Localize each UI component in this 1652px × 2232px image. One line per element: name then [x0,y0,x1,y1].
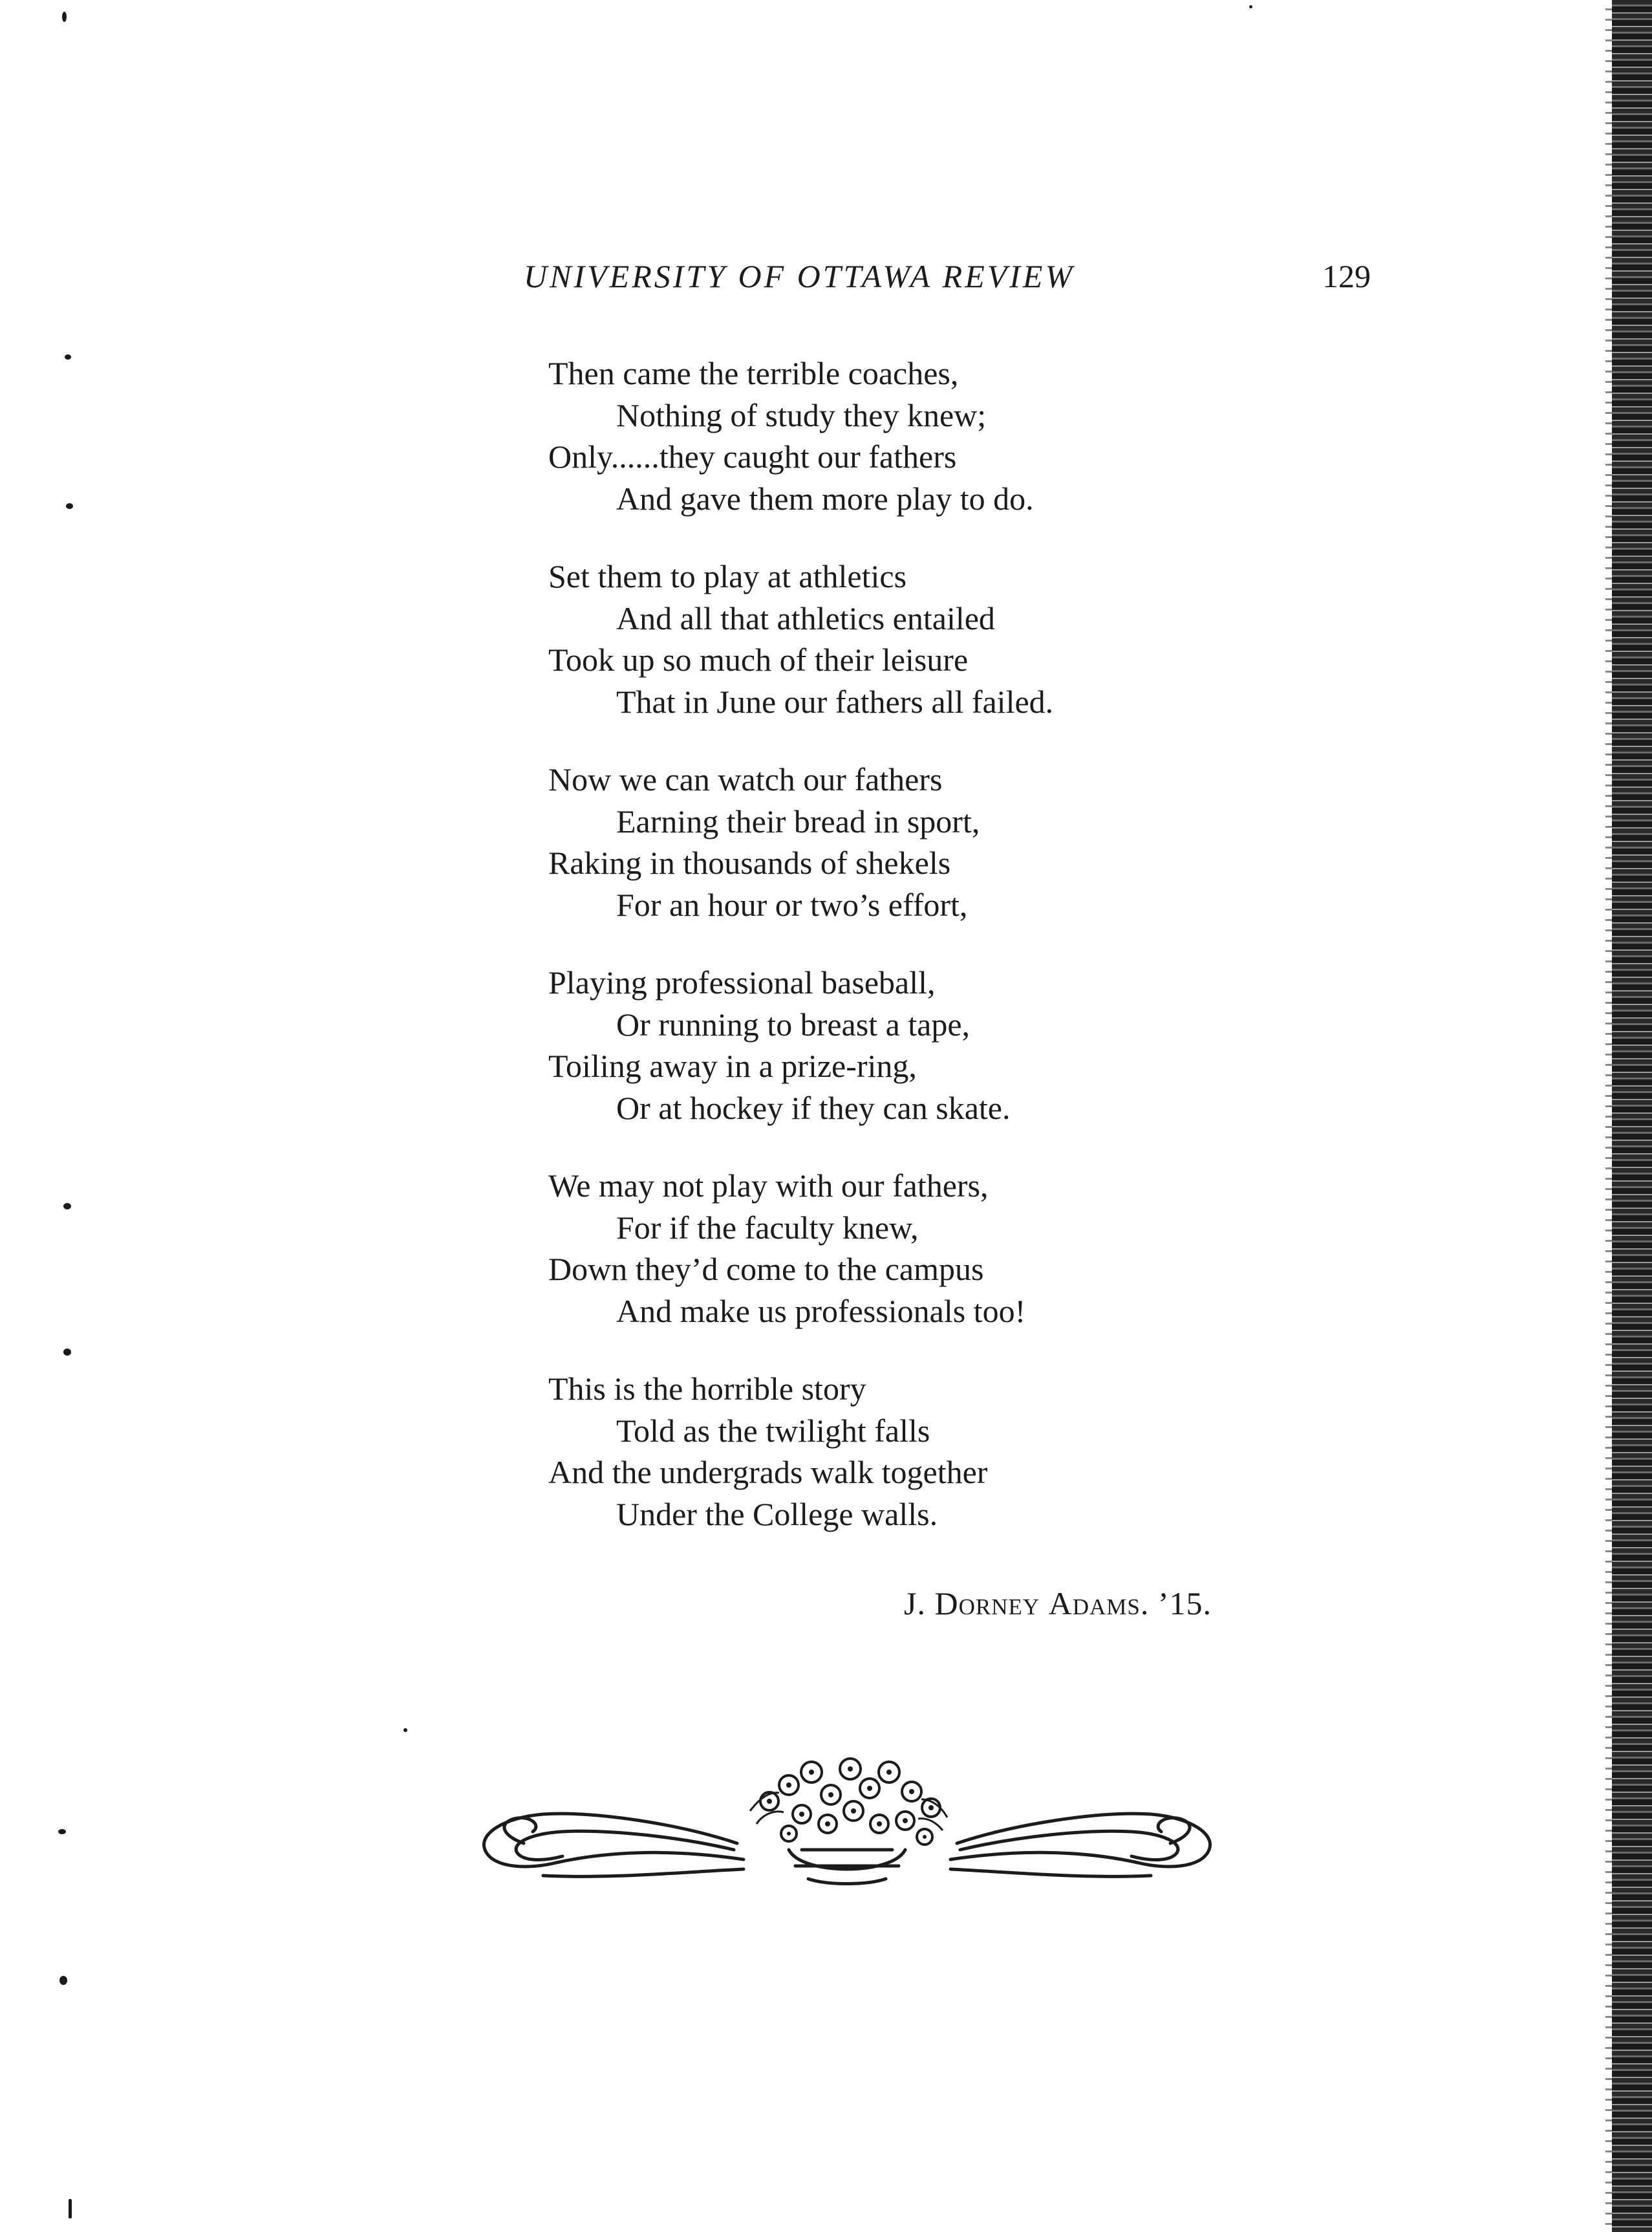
stanza [548,352,1389,519]
poem-line: Raking in thousands of shekels [548,845,951,881]
margin-speck [69,2199,72,2218]
journal-title: UNIVERSITY OF OTTAWA REVIEW [524,258,1075,294]
poem-line: For if the faculty knew, [616,1209,919,1246]
author-signature [904,1585,1212,1622]
page-number: 129 [1322,258,1371,294]
signature-last-name: Adams. [1048,1585,1150,1621]
stanza [548,1165,1389,1332]
poem-line: And gave them more play to do. [616,480,1034,517]
poem-line: Told as the twilight falls [616,1412,930,1449]
signature-class-year: ’15. [1157,1585,1212,1621]
poem-line: This is the horrible story [548,1371,866,1407]
poem-line: That in June our fathers all failed. [616,683,1054,720]
poem-line: Now we can watch our fathers [548,761,943,797]
signature-initial: J. [904,1585,926,1621]
binding-edge [1612,0,1652,2232]
stanza [548,1368,1389,1535]
poem-line: We may not play with our fathers, [548,1167,989,1204]
margin-speck [59,1976,67,1985]
stanza [548,556,1389,722]
poem-line: Down they’d come to the campus [548,1251,984,1287]
poem-line: Playing professional baseball, [548,964,936,1001]
margin-speck [403,1728,407,1732]
margin-speck [65,354,71,360]
poem-line: And make us professionals too! [616,1292,1026,1329]
running-head [524,257,1371,296]
margin-speck [66,503,73,509]
poem-line: And the undergrads walk together [548,1454,988,1490]
poem-line: Set them to play at athletics [548,558,907,594]
signature-first-name: Dorney [934,1585,1040,1621]
stanza [548,962,1389,1129]
margin-speck [63,1349,71,1356]
poem-line: Toiling away in a prize-ring, [548,1048,917,1084]
poem-line: Or at hockey if they can skate. [616,1089,1011,1126]
poem [548,352,1389,1571]
poem-line: Took up so much of their leisure [548,642,969,678]
poem-line: Then came the terrible coaches, [548,355,959,391]
poem-line: For an hour or two’s effort, [616,886,968,923]
poem-line: Under the College walls. [616,1495,938,1532]
margin-speck [62,12,67,22]
margin-speck [63,1203,71,1209]
poem-line: Nothing of study they knew; [616,396,987,433]
poem-line: Earning their bread in sport, [616,803,980,840]
poem-line: And all that athletics entailed [616,600,995,636]
margin-speck [1249,5,1252,8]
floral-tailpiece-icon [466,1746,1228,1895]
poem-line: Only......they caught our fathers [548,439,957,475]
poem-line: Or running to breast a tape, [616,1006,971,1043]
stanza [548,759,1389,926]
margin-speck [58,1829,66,1834]
